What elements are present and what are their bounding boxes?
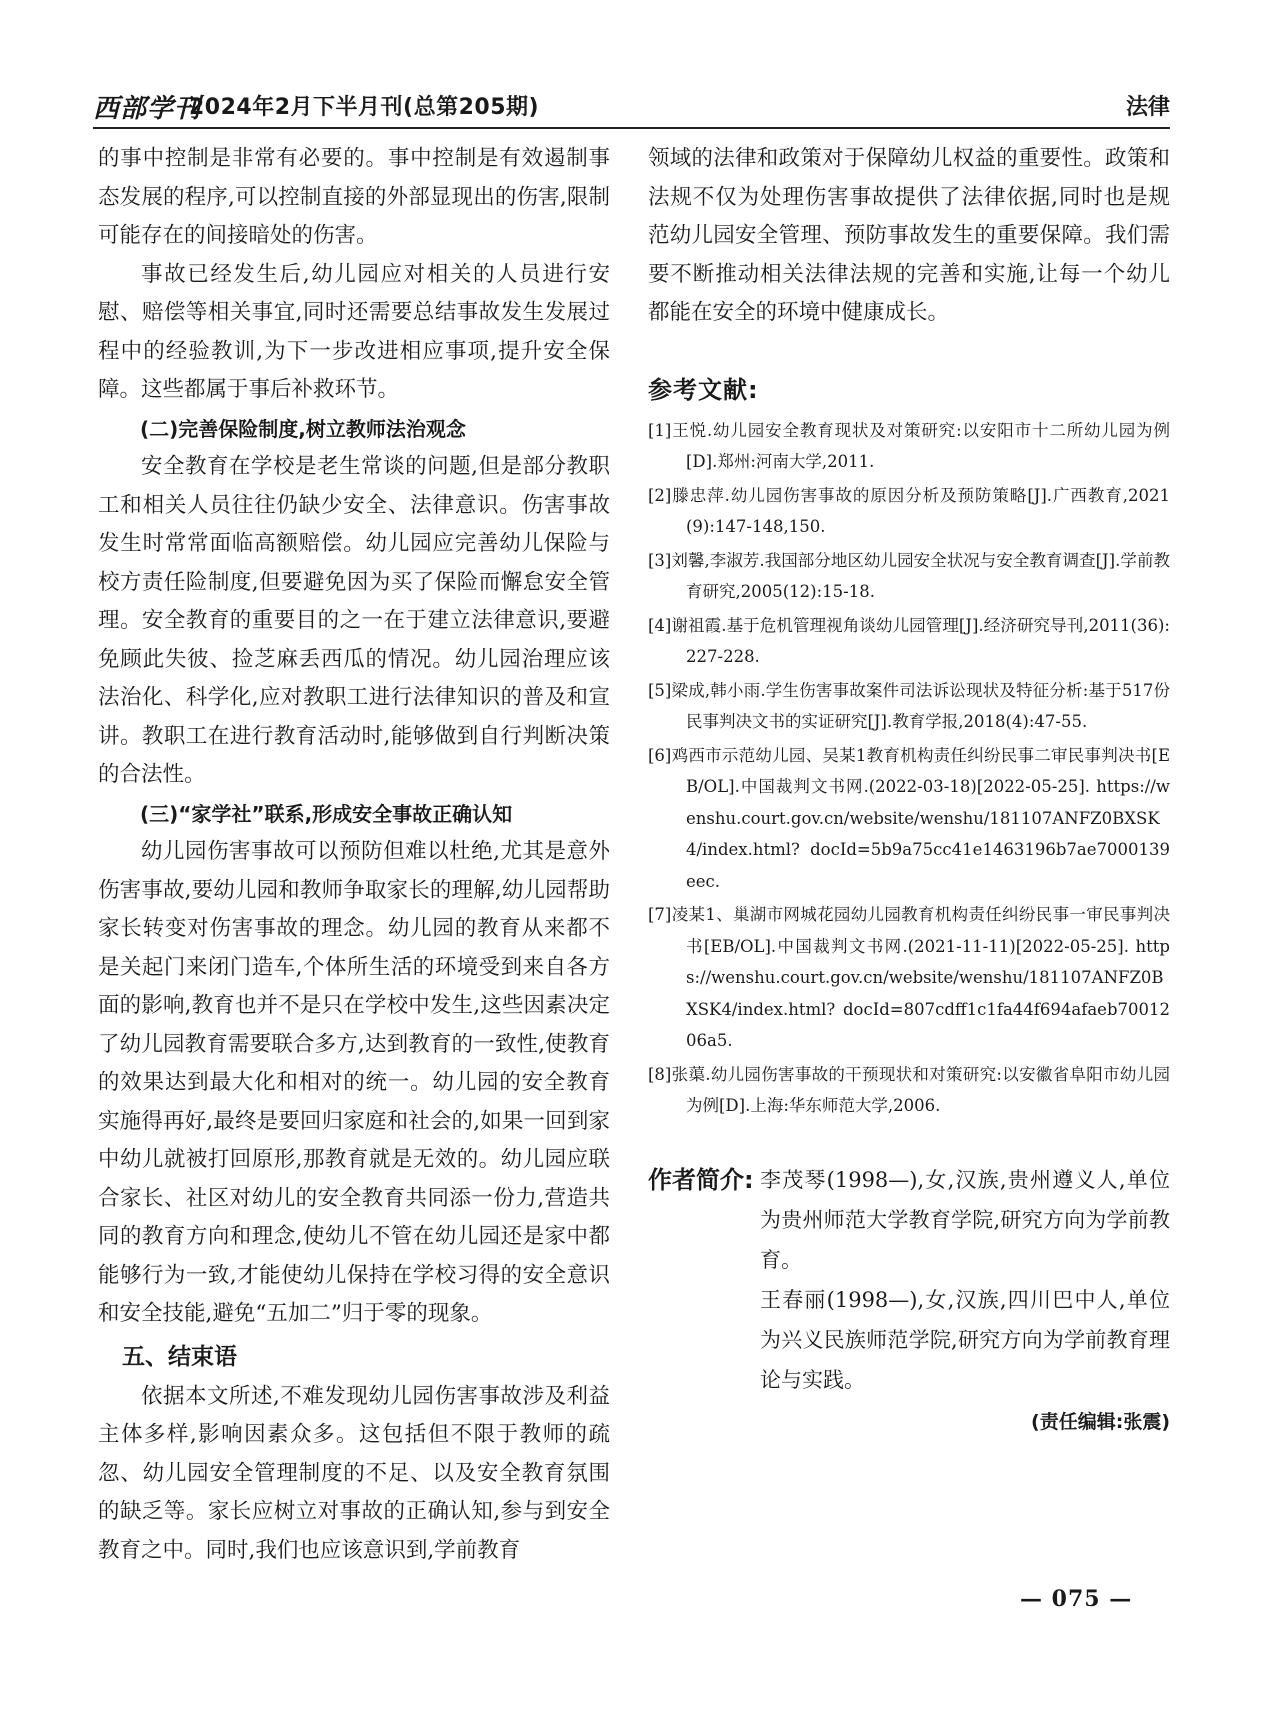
body-paragraph: 安全教育在学校是老生常谈的问题,但是部分教职工和相关人员往往仍缺少安全、法律意识。伤害事故发生时常常面临高额赔偿。幼儿园应完善幼儿保险与校方责任险制度,但要避免因为买了保险而懈怠安全管理。安全教育的重要目的之一在于建立法律意识,要避免顾此失彼、捡芝麻丢西瓜的情况。幼儿园治理应该法治化、科学化,应对教职工进行法律知识的普及和宣讲。教职工在进行教育活动时,能够做到自行判断决策的合法性。 (98, 454, 610, 787)
reference-item: [6]鸡西市示范幼儿园、吴某1教育机构责任纠纷民事二审民事判决书[EB/OL].中国裁判文书网.(2022-03-18)[2022-05-25]. https://wenshu.court.gov.cn/website/wenshu/181107ANFZ0BXSK4/index.html? docId=5b9a75cc41e1463196b7ae7000139eec. (648, 745, 1170, 891)
reference-item: [3]刘馨,李淑芳.我国部分地区幼儿园安全状况与安全教育调查[J].学前教育研究,2005(12):15-18. (648, 550, 1170, 601)
body-paragraph: 依据本文所述,不难发现幼儿园伤害事故涉及利益主体多样,影响因素众多。这包括但不限于教师的疏忽、幼儿园安全管理制度的不足、以及安全教育氛围的缺乏等。家长应树立对事故的正确认知,参与到安全教育之中。同时,我们也应该意识到,学前教育 (98, 1383, 610, 1563)
references-list (648, 415, 1170, 1122)
right-column (648, 140, 1170, 1440)
page-header (93, 86, 1170, 126)
editor-credit: (责任编辑:张震) (1031, 1410, 1170, 1433)
journal-logo: 西部学刊 (93, 94, 202, 124)
author-bio-label: 作者简介: (648, 1165, 754, 1194)
author-bio (648, 1160, 1170, 1400)
body-paragraph: 领域的法律和政策对于保障幼儿权益的重要性。政策和法规不仅为处理伤害事故提供了法律依据,同时也是规范幼儿园安全管理、预防事故发生的重要保障。我们需要不断推动相关法律法规的完善和实施,让每一个幼儿都能在安全的环境中健康成长。 (648, 146, 1170, 325)
subsection-heading: (三)“家学社”联系,形成安全事故正确认知 (140, 801, 513, 826)
author-entry: 王春丽(1998—),女,汉族,四川巴中人,单位为兴义民族师范学院,研究方向为学前教育理论与实践。 (760, 1287, 1170, 1392)
header-rule (93, 127, 1170, 129)
section-heading: 五、结束语 (122, 1343, 237, 1370)
left-column (98, 140, 610, 1570)
reference-item: [4]谢祖霞.基于危机管理视角谈幼儿园管理[J].经济研究导刊,2011(36):227-228. (648, 615, 1170, 666)
reference-item: [5]梁成,韩小雨.学生伤害事故案件司法诉讼现状及特征分析:基于517份民事判决文书的实证研究[J].教育学报,2018(4):47-55. (648, 680, 1170, 731)
body-paragraph: 事故已经发生后,幼儿园应对相关的人员进行安慰、赔偿等相关事宜,同时还需要总结事故发生发展过程中的经验教训,为下一步改进相应事项,提升安全保障。这些都属于事后补救环节。 (98, 261, 610, 402)
references-title: 参考文献: (648, 375, 759, 404)
author-entry: 李茂琴(1998—),女,汉族,贵州遵义人,单位为贵州师范大学教育学院,研究方向为学前教育。 (760, 1167, 1170, 1272)
body-paragraph: 的事中控制是非常有必要的。事中控制是有效遏制事态发展的程序,可以控制直接的外部显现出的伤害,限制可能存在的间接暗处的伤害。 (98, 146, 610, 248)
section-label: 法律 (1125, 95, 1170, 120)
reference-item: [2]滕忠萍.幼儿园伤害事故的原因分析及预防策略[J].广西教育,2021(9):147-148,150. (648, 485, 1170, 536)
reference-item: [8]张蕖.幼儿园伤害事故的干预现状和对策研究:以安徽省阜阳市幼儿园为例[D].上海:华东师范大学,2006. (648, 1064, 1170, 1115)
page-number: — 075 — (1020, 1586, 1133, 1612)
body-paragraph: 幼儿园伤害事故可以预防但难以杜绝,尤其是意外伤害事故,要幼儿园和教师争取家长的理解,幼儿园帮助家长转变对伤害事故的理念。幼儿园的教育从来都不是关起门来闭门造车,个体所生活的环境受到来自各方面的影响,教育也并不是只在学校中发生,这些因素决定了幼儿园教育需要联合多方,达到教育的一致性,使教育的效果达到最大化和相对的统一。幼儿园的安全教育实施得再好,最终是要回归家庭和社会的,如果一回到家中幼儿就被打回原形,那教育就是无效的。幼儿园应联合家长、社区对幼儿的安全教育共同添一份力,营造共同的教育方向和理念,使幼儿不管在幼儿园还是家中都能够行为一致,才能使幼儿保持在学校习得的安全意识和安全技能,避免“五加二”归于零的现象。 (98, 839, 610, 1326)
reference-item: [1]王悦.幼儿园安全教育现状及对策研究:以安阳市十二所幼儿园为例[D].郑州:河南大学,2011. (648, 420, 1170, 471)
reference-item: [7]凌某1、巢湖市网城花园幼儿园教育机构责任纠纷民事一审民事判决书[EB/OL].中国裁判文书网.(2021-11-11)[2022-05-25]. https://wenshu.court.gov.cn/website/wenshu/181107ANFZ0BXSK4/index.html? docId=807cdff1c1fa44f694afaeb7001206a5. (648, 905, 1170, 1050)
issue-info: 2024年2月下半月刊(总第205期) (189, 95, 540, 120)
subsection-heading: (二)完善保险制度,树立教师法治观念 (140, 416, 466, 441)
